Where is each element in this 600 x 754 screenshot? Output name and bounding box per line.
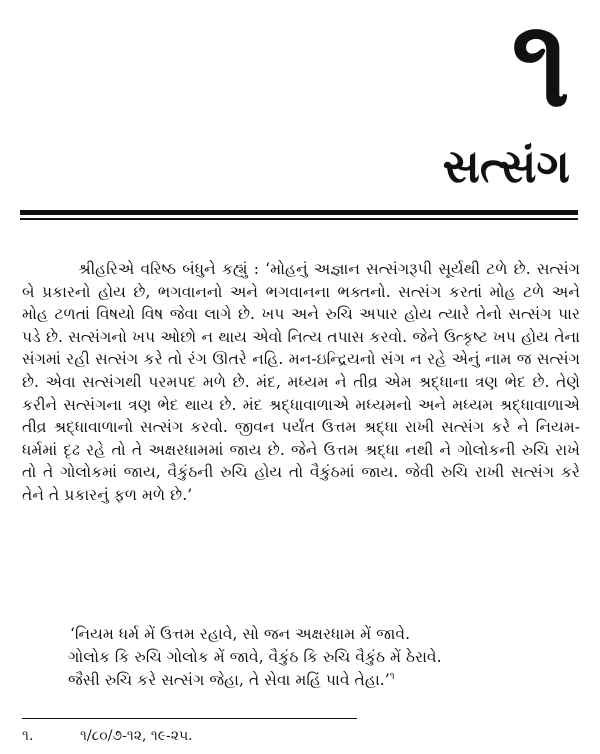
title-divider-thin: [20, 218, 578, 220]
footnote-marker: ૧: [389, 670, 395, 682]
footnote-number: ૧.: [22, 728, 34, 744]
chapter-body: [22, 258, 580, 507]
verse-line: ગોલોક કિ રુચિ ગોલોક મેં જાવે, વૈકુંઠ કિ રુચિ વૈકુંઠ મેં ઠેરાવે.: [68, 648, 442, 666]
chapter-number: ૧: [511, 0, 570, 134]
body-paragraph: શ્રીહરિએ વરિષ્ઠ બંધુને કહ્યું : ‘મોહનું અજ્ઞાન સત્સંગરૂપી સૂર્યથી ટળે છે. સત્સંગ બે પ્રકારનો હોય છે, ભગવાનનો અને ભગવાનના ભક્તનો. સત્સંગ કરતાં મોહ ટળે અને મોહ ટળતાં વિષયો વિષ જેવા લાગે છે. ખપ અને રુચિ અપાર હોય ત્યારે તેનો સત્સંગ પાર પડે છે. સત્સંગનો ખપ ઓછો ન થાય એવો નિત્ય તપાસ કરવો. જેને ઉત્કૃષ્ટ ખપ હોય તેના સંગમાં રહી સત્સંગ કરે તો રંગ ઊતરે નહિ. મન-ઇન્દ્રિયનો સંગ ન રહે એનું નામ જ સત્સંગ છે. એવા સત્સંગથી પરમપદ મળે છે. મંદ, મધ્યમ ને તીવ્ર એમ શ્રદ્ધાના ત્રણ ભેદ છે. તેણે કરીને સત્સંગના ત્રણ ભેદ થાય છે. મંદ શ્રદ્ધાવાળાએ મધ્યમનો અને મધ્યમ શ્રદ્ધાવાળાએ તીવ્ર શ્રદ્ધાવાળાનો સત્સંગ કરવો. જીવન પર્યંત ઉત્તમ શ્રદ્ધા રાખી સત્સંગ કરે ને નિયમ-ધર્મમાં દૃઢ રહે તો તે અક્ષરધામમાં જાય છે. જેને ઉત્તમ શ્રદ્ધા નથી ને ગોલોકની રુચિ રાખે તો તે ગોલોકમાં જાય, વૈકુંઠની રુચિ હોય તો વૈકુંઠમાં જાય. જેવી રુચિ રાખી સત્સંગ કરે તેને તે પ્રકારનું ફળ મળે છે.’: [22, 260, 580, 504]
footnote-text: ૧/૮૦/૭-૧૨, ૧૯-૨૫.: [80, 728, 193, 744]
verse-line: જૈસી રુચિ કરે સત્સંગ જેહા, તે સેવા મહિં પાવે તેહા.’$^૧$: [68, 670, 395, 689]
verse-line: ‘નિયમ ધર્મ મેં ઉત્તમ રહાવે, સો જન અક્ષરધામ મેં જાવે.: [70, 625, 411, 643]
verse-block: [22, 623, 580, 692]
chapter-title: સત્સંગ: [442, 139, 570, 193]
title-divider-thick: [20, 210, 578, 215]
footnote-divider: [22, 718, 357, 719]
footnote: [22, 726, 193, 746]
